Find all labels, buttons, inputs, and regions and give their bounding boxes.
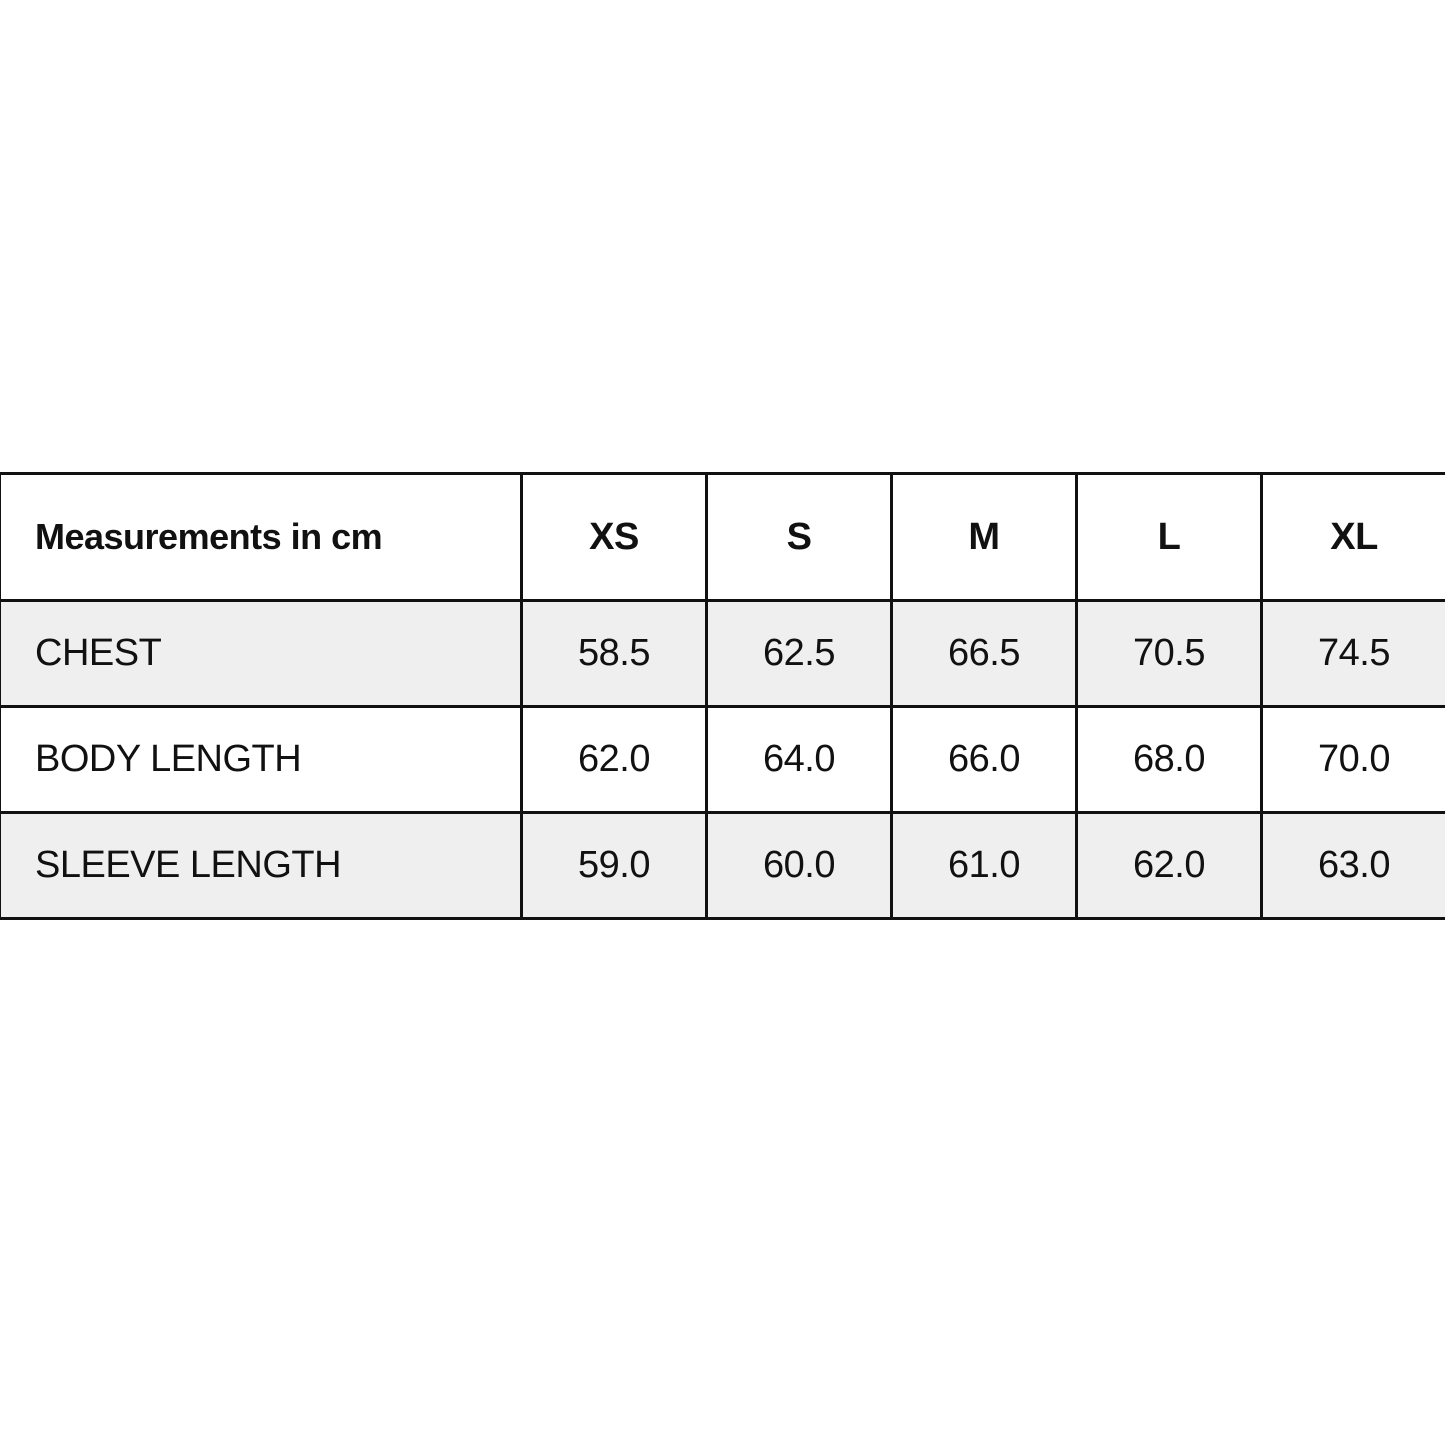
table-row-body-length [0, 707, 1445, 813]
header-label: Measurements in cm [0, 474, 522, 601]
table-cell: 64.0 [707, 707, 892, 813]
size-header-xs: XS [522, 474, 707, 601]
table-row-chest [0, 601, 1445, 707]
table-cell: 62.0 [522, 707, 707, 813]
table-cell: 66.0 [892, 707, 1077, 813]
table-cell: 66.5 [892, 601, 1077, 707]
row-label-chest: CHEST [0, 601, 522, 707]
table-cell: 59.0 [522, 813, 707, 919]
size-chart-table [0, 472, 1445, 920]
table-cell: 63.0 [1262, 813, 1445, 919]
size-header-l: L [1077, 474, 1262, 601]
row-label-body-length: BODY LENGTH [0, 707, 522, 813]
size-header-s: S [707, 474, 892, 601]
table-cell: 60.0 [707, 813, 892, 919]
table-cell: 61.0 [892, 813, 1077, 919]
row-label-sleeve-length: SLEEVE LENGTH [0, 813, 522, 919]
size-header-m: M [892, 474, 1077, 601]
table-cell: 70.0 [1262, 707, 1445, 813]
table-cell: 68.0 [1077, 707, 1262, 813]
table-cell: 58.5 [522, 601, 707, 707]
table-cell: 74.5 [1262, 601, 1445, 707]
table-cell: 70.5 [1077, 601, 1262, 707]
table-cell: 62.5 [707, 601, 892, 707]
table-cell: 62.0 [1077, 813, 1262, 919]
table-header-row [0, 474, 1445, 601]
size-header-xl: XL [1262, 474, 1445, 601]
table-row-sleeve-length [0, 813, 1445, 919]
